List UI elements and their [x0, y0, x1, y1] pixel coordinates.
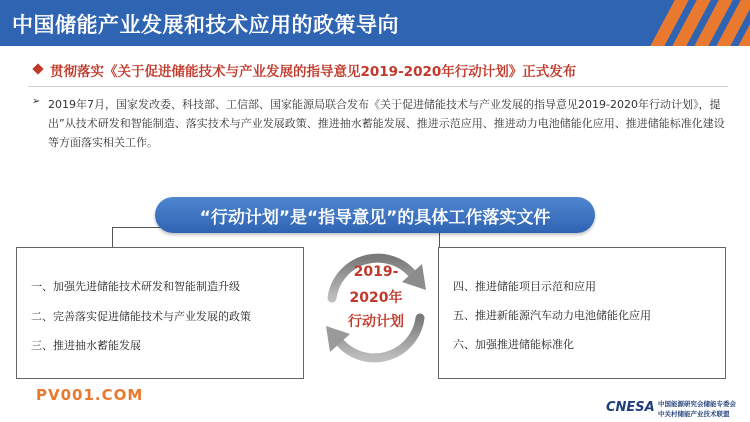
task-item: 六、加强推进储能标准化	[453, 338, 574, 351]
banner-pill	[155, 197, 595, 233]
description-paragraph: 2019年7月，国家发改委、科技部、工信部、国家能源局联合发布《关于促进储能技术与产业发展的指导意见2019-2020年行动计划》，提出”从技术研发和智能制造、落实技术与产业发展政策、推进抽水蓄能发展、推进示范应用、推进动力电池储能化应用、推进储能标准化建设等方面落实相关工作。	[48, 98, 725, 149]
diamond-bullet-icon	[32, 63, 43, 74]
task-item: 五、推进新能源汽车动力电池储能化应用	[453, 309, 651, 322]
right-task-box	[438, 247, 726, 379]
org-name-line2: 中关村储能产业技术联盟	[658, 410, 730, 418]
org-name-line1: 中国能源研究会储能专委会	[658, 400, 736, 408]
center-year-end: 2020年	[349, 290, 403, 306]
center-plan-label: 行动计划	[348, 314, 404, 330]
arrow-bullet-icon: ➢	[32, 96, 41, 107]
headline: 贯彻落实《关于促进储能技术与产业发展的指导意见2019-2020年行动计划》正式发布	[50, 64, 577, 80]
task-item: 二、完善落实促进储能技术与产业发展的政策	[31, 310, 251, 323]
task-item: 一、加强先进储能技术研发和智能制造升级	[31, 280, 240, 293]
decorative-stripes	[640, 0, 750, 46]
cnesa-logo: CNESA	[606, 400, 655, 415]
task-item: 四、推进储能项目示范和应用	[453, 280, 596, 293]
title-bar	[0, 0, 750, 46]
banner-text: “行动计划”是“指导意见”的具体工作落实文件	[199, 208, 551, 228]
task-item: 三、推进抽水蓄能发展	[31, 339, 141, 352]
left-task-box	[16, 247, 304, 379]
watermark-logo: PV001.COM	[36, 386, 144, 404]
headline-row	[34, 60, 734, 82]
page-title: 中国储能产业发展和技术应用的政策导向	[12, 13, 399, 37]
center-year-start: 2019-	[353, 264, 399, 280]
divider	[28, 86, 728, 87]
